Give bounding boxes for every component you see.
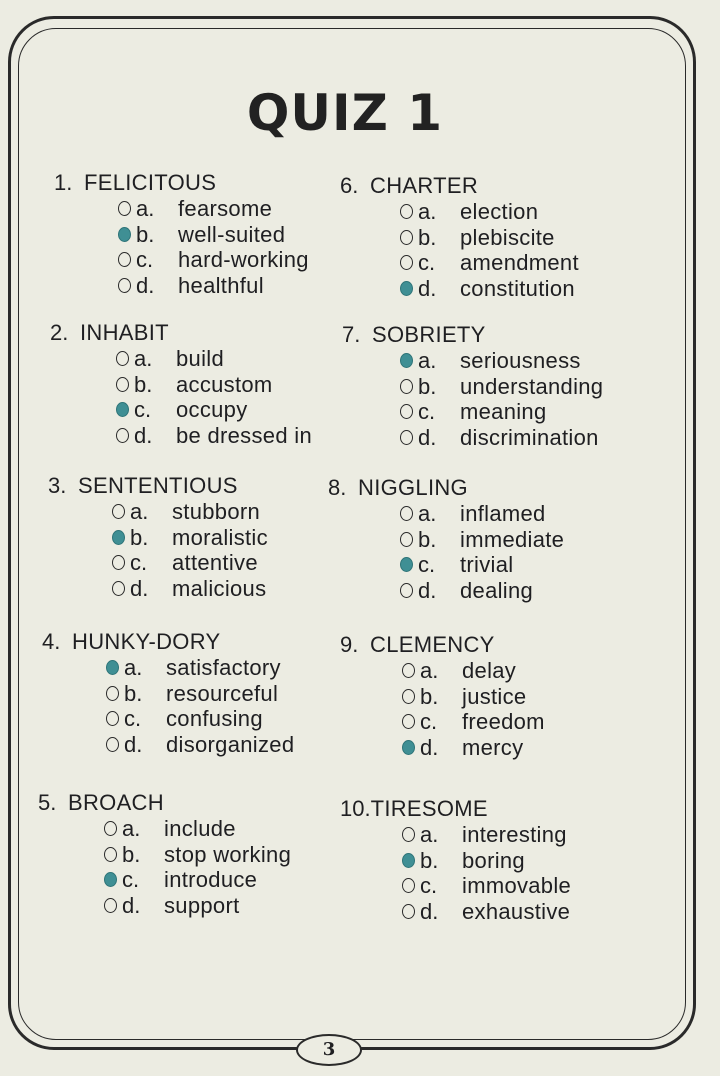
empty-bubble-icon[interactable]: [116, 377, 129, 392]
option-letter: a.: [136, 196, 155, 221]
option-text: meaning: [460, 399, 547, 424]
option-letter: d.: [418, 577, 437, 603]
question-header: [328, 475, 468, 501]
empty-bubble-icon[interactable]: [400, 379, 413, 394]
question-header: [342, 322, 486, 348]
empty-bubble-icon[interactable]: [112, 504, 125, 519]
empty-bubble-icon[interactable]: [104, 821, 117, 836]
option-list: [106, 655, 295, 757]
answer-option[interactable]: [106, 706, 263, 732]
option-letter: c.: [420, 709, 438, 734]
filled-bubble-icon[interactable]: [400, 557, 413, 572]
option-text: satisfactory: [166, 655, 281, 680]
option-letter: c.: [124, 706, 142, 731]
option-letter: b.: [130, 524, 149, 550]
question-number: 5.: [38, 790, 57, 815]
answer-option[interactable]: [116, 397, 248, 423]
answer-option[interactable]: [104, 841, 292, 868]
empty-bubble-icon[interactable]: [106, 737, 119, 752]
empty-bubble-icon[interactable]: [112, 555, 125, 570]
option-letter: a.: [418, 199, 437, 224]
option-text: election: [460, 199, 539, 224]
question-word: SOBRIETY: [372, 322, 486, 347]
option-text: build: [176, 346, 224, 371]
option-text: confusing: [166, 706, 263, 731]
option-list: [400, 348, 604, 450]
question-header: [54, 170, 216, 196]
filled-bubble-icon[interactable]: [402, 853, 415, 868]
option-text: understanding: [460, 373, 604, 399]
option-text: malicious: [172, 575, 267, 601]
option-letter: c.: [418, 399, 436, 424]
question-header: [42, 629, 220, 655]
answer-option[interactable]: [400, 399, 547, 425]
option-text: dealing: [460, 577, 534, 603]
question-number: 7.: [342, 322, 361, 347]
question-1: [54, 170, 309, 298]
question-word: CLEMENCY: [370, 632, 495, 657]
empty-bubble-icon[interactable]: [106, 711, 119, 726]
option-letter: d.: [130, 575, 149, 601]
empty-bubble-icon[interactable]: [118, 252, 131, 267]
question-4: [42, 629, 295, 757]
question-word: BROACH: [68, 790, 164, 815]
question-header: [50, 320, 169, 346]
question-8: [328, 475, 565, 603]
option-text: delay: [462, 658, 517, 683]
option-text: occupy: [176, 397, 248, 422]
answer-option[interactable]: [402, 822, 567, 848]
filled-bubble-icon[interactable]: [104, 872, 117, 887]
empty-bubble-icon[interactable]: [402, 827, 415, 842]
option-text: fearsome: [178, 196, 273, 221]
answer-option[interactable]: [104, 867, 258, 893]
empty-bubble-icon[interactable]: [402, 714, 415, 729]
answer-option[interactable]: [402, 873, 572, 899]
option-letter: b.: [134, 371, 153, 397]
option-text: seriousness: [460, 348, 581, 373]
question-number: 4.: [42, 629, 61, 654]
option-letter: d.: [122, 892, 141, 918]
answer-option[interactable]: [106, 655, 281, 681]
answer-option[interactable]: [104, 816, 236, 842]
option-letter: a.: [420, 658, 439, 683]
option-text: justice: [462, 683, 527, 709]
filled-bubble-icon[interactable]: [106, 660, 119, 675]
option-letter: d.: [418, 275, 437, 301]
question-number: 3.: [48, 473, 67, 498]
option-letter: c.: [136, 247, 154, 272]
empty-bubble-icon[interactable]: [116, 351, 129, 366]
answer-option[interactable]: [402, 734, 524, 761]
question-number: 1.: [54, 170, 73, 195]
option-letter: b.: [420, 683, 439, 709]
question-word: HUNKY-DORY: [72, 629, 221, 654]
empty-bubble-icon[interactable]: [400, 230, 413, 245]
empty-bubble-icon[interactable]: [402, 689, 415, 704]
answer-option[interactable]: [106, 731, 295, 758]
option-list: [400, 199, 579, 301]
page-number: 3: [296, 1034, 362, 1066]
option-letter: a.: [418, 348, 437, 373]
option-text: support: [164, 892, 240, 918]
empty-bubble-icon[interactable]: [104, 847, 117, 862]
option-text: immediate: [460, 526, 565, 552]
question-2: [50, 320, 312, 448]
option-letter: a.: [418, 501, 437, 526]
answer-option[interactable]: [400, 501, 546, 527]
option-letter: b.: [136, 221, 155, 247]
answer-option[interactable]: [400, 199, 539, 225]
answer-option[interactable]: [402, 709, 545, 735]
option-letter: b.: [418, 224, 437, 250]
answer-option[interactable]: [400, 250, 579, 276]
option-text: exhaustive: [462, 898, 571, 924]
question-number: 6.: [340, 173, 359, 198]
empty-bubble-icon[interactable]: [116, 428, 129, 443]
answer-option[interactable]: [112, 499, 261, 525]
answer-option[interactable]: [400, 348, 581, 374]
option-text: attentive: [172, 550, 258, 575]
answer-option[interactable]: [112, 524, 268, 551]
question-number: 2.: [50, 320, 69, 345]
question-header: [340, 796, 488, 822]
option-text: include: [164, 816, 236, 841]
option-letter: a.: [130, 499, 149, 524]
option-list: [402, 658, 545, 760]
answer-option[interactable]: [400, 224, 555, 251]
option-text: healthful: [178, 272, 264, 298]
option-list: [118, 196, 309, 298]
answer-option[interactable]: [118, 272, 264, 299]
empty-bubble-icon[interactable]: [400, 583, 413, 598]
option-list: [112, 499, 268, 601]
answer-option[interactable]: [400, 577, 534, 604]
empty-bubble-icon[interactable]: [112, 581, 125, 596]
answer-option[interactable]: [402, 658, 517, 684]
page-title: QUIZ 1: [246, 84, 444, 142]
empty-bubble-icon[interactable]: [104, 898, 117, 913]
answer-option[interactable]: [118, 196, 273, 222]
option-letter: d.: [420, 734, 439, 760]
option-letter: d.: [124, 731, 143, 757]
option-text: be dressed in: [176, 422, 312, 448]
option-text: constitution: [460, 275, 575, 301]
answer-option[interactable]: [116, 346, 224, 372]
question-word: TIRESOME: [370, 796, 488, 821]
option-letter: a.: [420, 822, 439, 847]
option-letter: d.: [134, 422, 153, 448]
option-letter: a.: [134, 346, 153, 371]
option-letter: c.: [418, 250, 436, 275]
question-number: 10.: [340, 796, 371, 821]
answer-option[interactable]: [116, 371, 273, 398]
answer-option[interactable]: [112, 550, 258, 576]
question-word: NIGGLING: [358, 475, 468, 500]
empty-bubble-icon[interactable]: [400, 506, 413, 521]
filled-bubble-icon[interactable]: [112, 530, 125, 545]
answer-option[interactable]: [118, 221, 286, 248]
option-letter: d.: [418, 424, 437, 450]
empty-bubble-icon[interactable]: [400, 532, 413, 547]
option-letter: d.: [136, 272, 155, 298]
option-letter: c.: [134, 397, 152, 422]
answer-option[interactable]: [402, 898, 571, 925]
answer-option[interactable]: [402, 683, 527, 710]
question-5: [38, 790, 292, 918]
option-text: freedom: [462, 709, 545, 734]
filled-bubble-icon[interactable]: [400, 281, 413, 296]
empty-bubble-icon[interactable]: [402, 904, 415, 919]
option-text: hard-working: [178, 247, 309, 272]
empty-bubble-icon[interactable]: [400, 430, 413, 445]
question-header: [48, 473, 238, 499]
answer-option[interactable]: [118, 247, 309, 273]
question-number: 8.: [328, 475, 347, 500]
option-text: accustom: [176, 371, 273, 397]
question-header: [38, 790, 164, 816]
question-number: 9.: [340, 632, 359, 657]
empty-bubble-icon[interactable]: [118, 278, 131, 293]
option-text: trivial: [460, 552, 514, 577]
answer-option[interactable]: [106, 680, 279, 707]
filled-bubble-icon[interactable]: [118, 227, 131, 242]
question-word: FELICITOUS: [84, 170, 217, 195]
answer-option[interactable]: [400, 552, 514, 578]
answer-option[interactable]: [400, 424, 599, 451]
answer-option[interactable]: [116, 422, 312, 449]
option-letter: d.: [420, 898, 439, 924]
filled-bubble-icon[interactable]: [402, 740, 415, 755]
empty-bubble-icon[interactable]: [106, 686, 119, 701]
question-word: SENTENTIOUS: [78, 473, 238, 498]
option-text: boring: [462, 847, 525, 873]
option-letter: b.: [122, 841, 141, 867]
empty-bubble-icon[interactable]: [400, 404, 413, 419]
question-6: [340, 173, 579, 301]
option-letter: c.: [420, 873, 438, 898]
option-text: well-suited: [178, 221, 286, 247]
option-letter: a.: [122, 816, 141, 841]
question-10: [340, 796, 572, 924]
question-word: INHABIT: [80, 320, 169, 345]
answer-option[interactable]: [400, 275, 575, 302]
question-header: [340, 173, 478, 199]
filled-bubble-icon[interactable]: [400, 353, 413, 368]
option-text: immovable: [462, 873, 572, 898]
answer-option[interactable]: [112, 575, 267, 602]
answer-option[interactable]: [400, 373, 604, 400]
option-list: [402, 822, 572, 924]
option-text: amendment: [460, 250, 579, 275]
option-text: inflamed: [460, 501, 546, 526]
empty-bubble-icon[interactable]: [118, 201, 131, 216]
option-letter: b.: [418, 526, 437, 552]
empty-bubble-icon[interactable]: [402, 878, 415, 893]
answer-option[interactable]: [104, 892, 240, 919]
option-list: [400, 501, 565, 603]
option-letter: b.: [420, 847, 439, 873]
option-letter: c.: [122, 867, 140, 892]
option-text: resourceful: [166, 680, 279, 706]
answer-option[interactable]: [400, 526, 565, 553]
question-header: [340, 632, 495, 658]
option-list: [104, 816, 292, 918]
option-text: discrimination: [460, 424, 599, 450]
option-text: stop working: [164, 841, 292, 867]
option-letter: b.: [418, 373, 437, 399]
option-letter: c.: [130, 550, 148, 575]
empty-bubble-icon[interactable]: [400, 204, 413, 219]
option-text: interesting: [462, 822, 567, 847]
empty-bubble-icon[interactable]: [402, 663, 415, 678]
option-text: disorganized: [166, 731, 295, 757]
option-letter: a.: [124, 655, 143, 680]
option-text: stubborn: [172, 499, 261, 524]
question-word: CHARTER: [370, 173, 479, 198]
answer-option[interactable]: [402, 847, 525, 874]
option-text: mercy: [462, 734, 524, 760]
option-list: [116, 346, 312, 448]
filled-bubble-icon[interactable]: [116, 402, 129, 417]
option-text: introduce: [164, 867, 258, 892]
option-letter: c.: [418, 552, 436, 577]
question-9: [340, 632, 545, 760]
option-text: plebiscite: [460, 224, 555, 250]
question-7: [342, 322, 604, 450]
option-text: moralistic: [172, 524, 268, 550]
empty-bubble-icon[interactable]: [400, 255, 413, 270]
option-letter: b.: [124, 680, 143, 706]
question-3: [48, 473, 268, 601]
